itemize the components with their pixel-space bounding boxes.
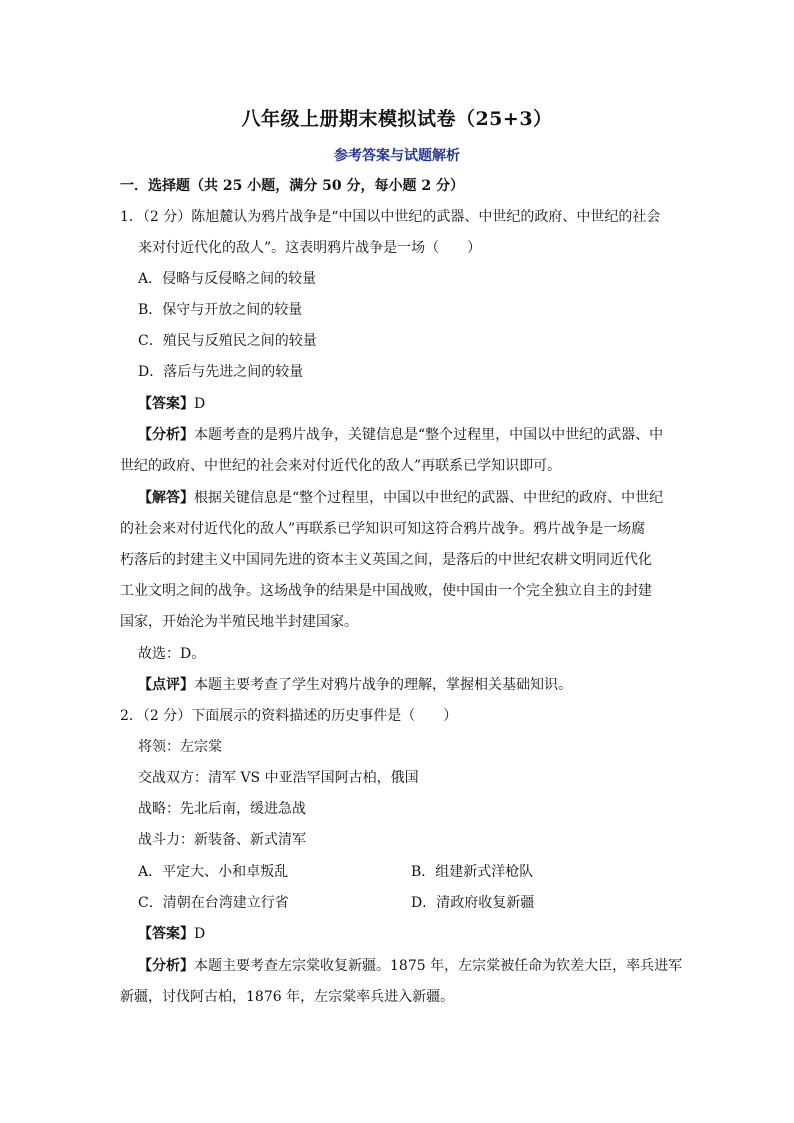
q1-solution-line1 (138, 488, 663, 508)
q2-analysis-tag: 【分析】 (138, 958, 194, 974)
q1-solution-line4: 工业文明之间的战争。这场战争的结果是中国战败，使中国由一个完全独立自主的封建 (120, 583, 652, 599)
q1-solution-line3: 朽落后的封建主义中国同先进的资本主义英国之间，是落后的中世纪农耕文明同近代化 (120, 552, 652, 568)
q2-info-strategy: 战略：先北后南，缓进急战 (138, 801, 306, 817)
q1-analysis-line2: 世纪的政府、中世纪的社会来对付近代化的敌人”再联系已学知识即可。 (120, 458, 562, 474)
q1-comment-tag: 【点评】 (138, 677, 194, 693)
q2-info-force: 战斗力：新装备、新式清军 (138, 832, 306, 848)
page-title: 八年级上册期末模拟试卷（25+3） (241, 108, 553, 130)
q1-answer (138, 394, 205, 414)
page-subtitle: 参考答案与试题解析 (334, 148, 460, 164)
q1-solution-line2: 的社会来对付近代化的敌人”再联系已学知识可知这符合鸦片战争。鸦片战争是一场腐 (120, 521, 646, 537)
q1-stem-line2: 来对付近代化的敌人”。这表明鸦片战争是一场（ ） (138, 240, 482, 256)
q1-analysis-tag: 【分析】 (138, 427, 194, 443)
q1-solution-tag: 【解答】 (138, 490, 194, 506)
q2-answer-value: D (194, 926, 206, 942)
q2-info-parties: 交战双方：清军 VS 中亚浩罕国阿古柏，俄国 (138, 770, 419, 786)
q2-option-d: D．清政府收复新疆 (411, 895, 535, 911)
q1-option-b: B．保守与开放之间的较量 (138, 302, 303, 318)
q2-info-general: 将领：左宗棠 (138, 739, 222, 755)
q1-solution-line5: 国家，开始沦为半殖民地半封建国家。 (120, 614, 358, 630)
q1-comment-text: 本题主要考查了学生对鸦片战争的理解，掌握相关基础知识。 (194, 677, 572, 693)
q2-analysis-text1: 本题主要考查左宗棠收复新疆。1875 年，左宗棠被任命为钦差大臣，率兵进军 (194, 958, 683, 974)
q1-option-d: D．落后与先进之间的较量 (138, 364, 304, 380)
q1-option-a: A．侵略与反侵略之间的较量 (138, 271, 317, 287)
q1-answer-tag: 【答案】 (138, 396, 194, 412)
q1-solution-text1: 根据关键信息是“整个过程里，中国以中世纪的武器、中世纪的政府、中世纪 (194, 490, 664, 506)
q1-option-c: C．殖民与反殖民之间的较量 (138, 333, 317, 349)
q2-answer-tag: 【答案】 (138, 926, 194, 942)
q2-answer (138, 924, 205, 944)
q2-analysis-line1 (138, 956, 682, 976)
q1-answer-value: D (194, 396, 206, 412)
q2-analysis-line2: 新疆，讨伐阿古柏，1876 年，左宗棠率兵进入新疆。 (120, 989, 455, 1005)
q2-option-b: B．组建新式洋枪队 (411, 864, 534, 880)
q2-option-a: A．平定大、小和卓叛乱 (138, 864, 289, 880)
q1-analysis-line1 (138, 425, 663, 445)
q2-option-c: C．清朝在台湾建立行省 (138, 895, 289, 911)
q1-analysis-text1: 本题考查的是鸦片战争，关键信息是“整个过程里，中国以中世纪的武器、中 (194, 427, 664, 443)
q1-stem-line1: 1．（2 分）陈旭麓认为鸦片战争是“中国以中世纪的武器、中世纪的政府、中世纪的社会 (120, 209, 661, 225)
section-heading: 一．选择题（共 25 小题，满分 50 分，每小题 2 分） (120, 178, 464, 194)
q2-stem-line1: 2．（2 分）下面展示的资料描述的历史事件是（ ） (120, 708, 458, 724)
q1-choose: 故选：D。 (138, 646, 206, 662)
q1-comment (138, 675, 572, 695)
